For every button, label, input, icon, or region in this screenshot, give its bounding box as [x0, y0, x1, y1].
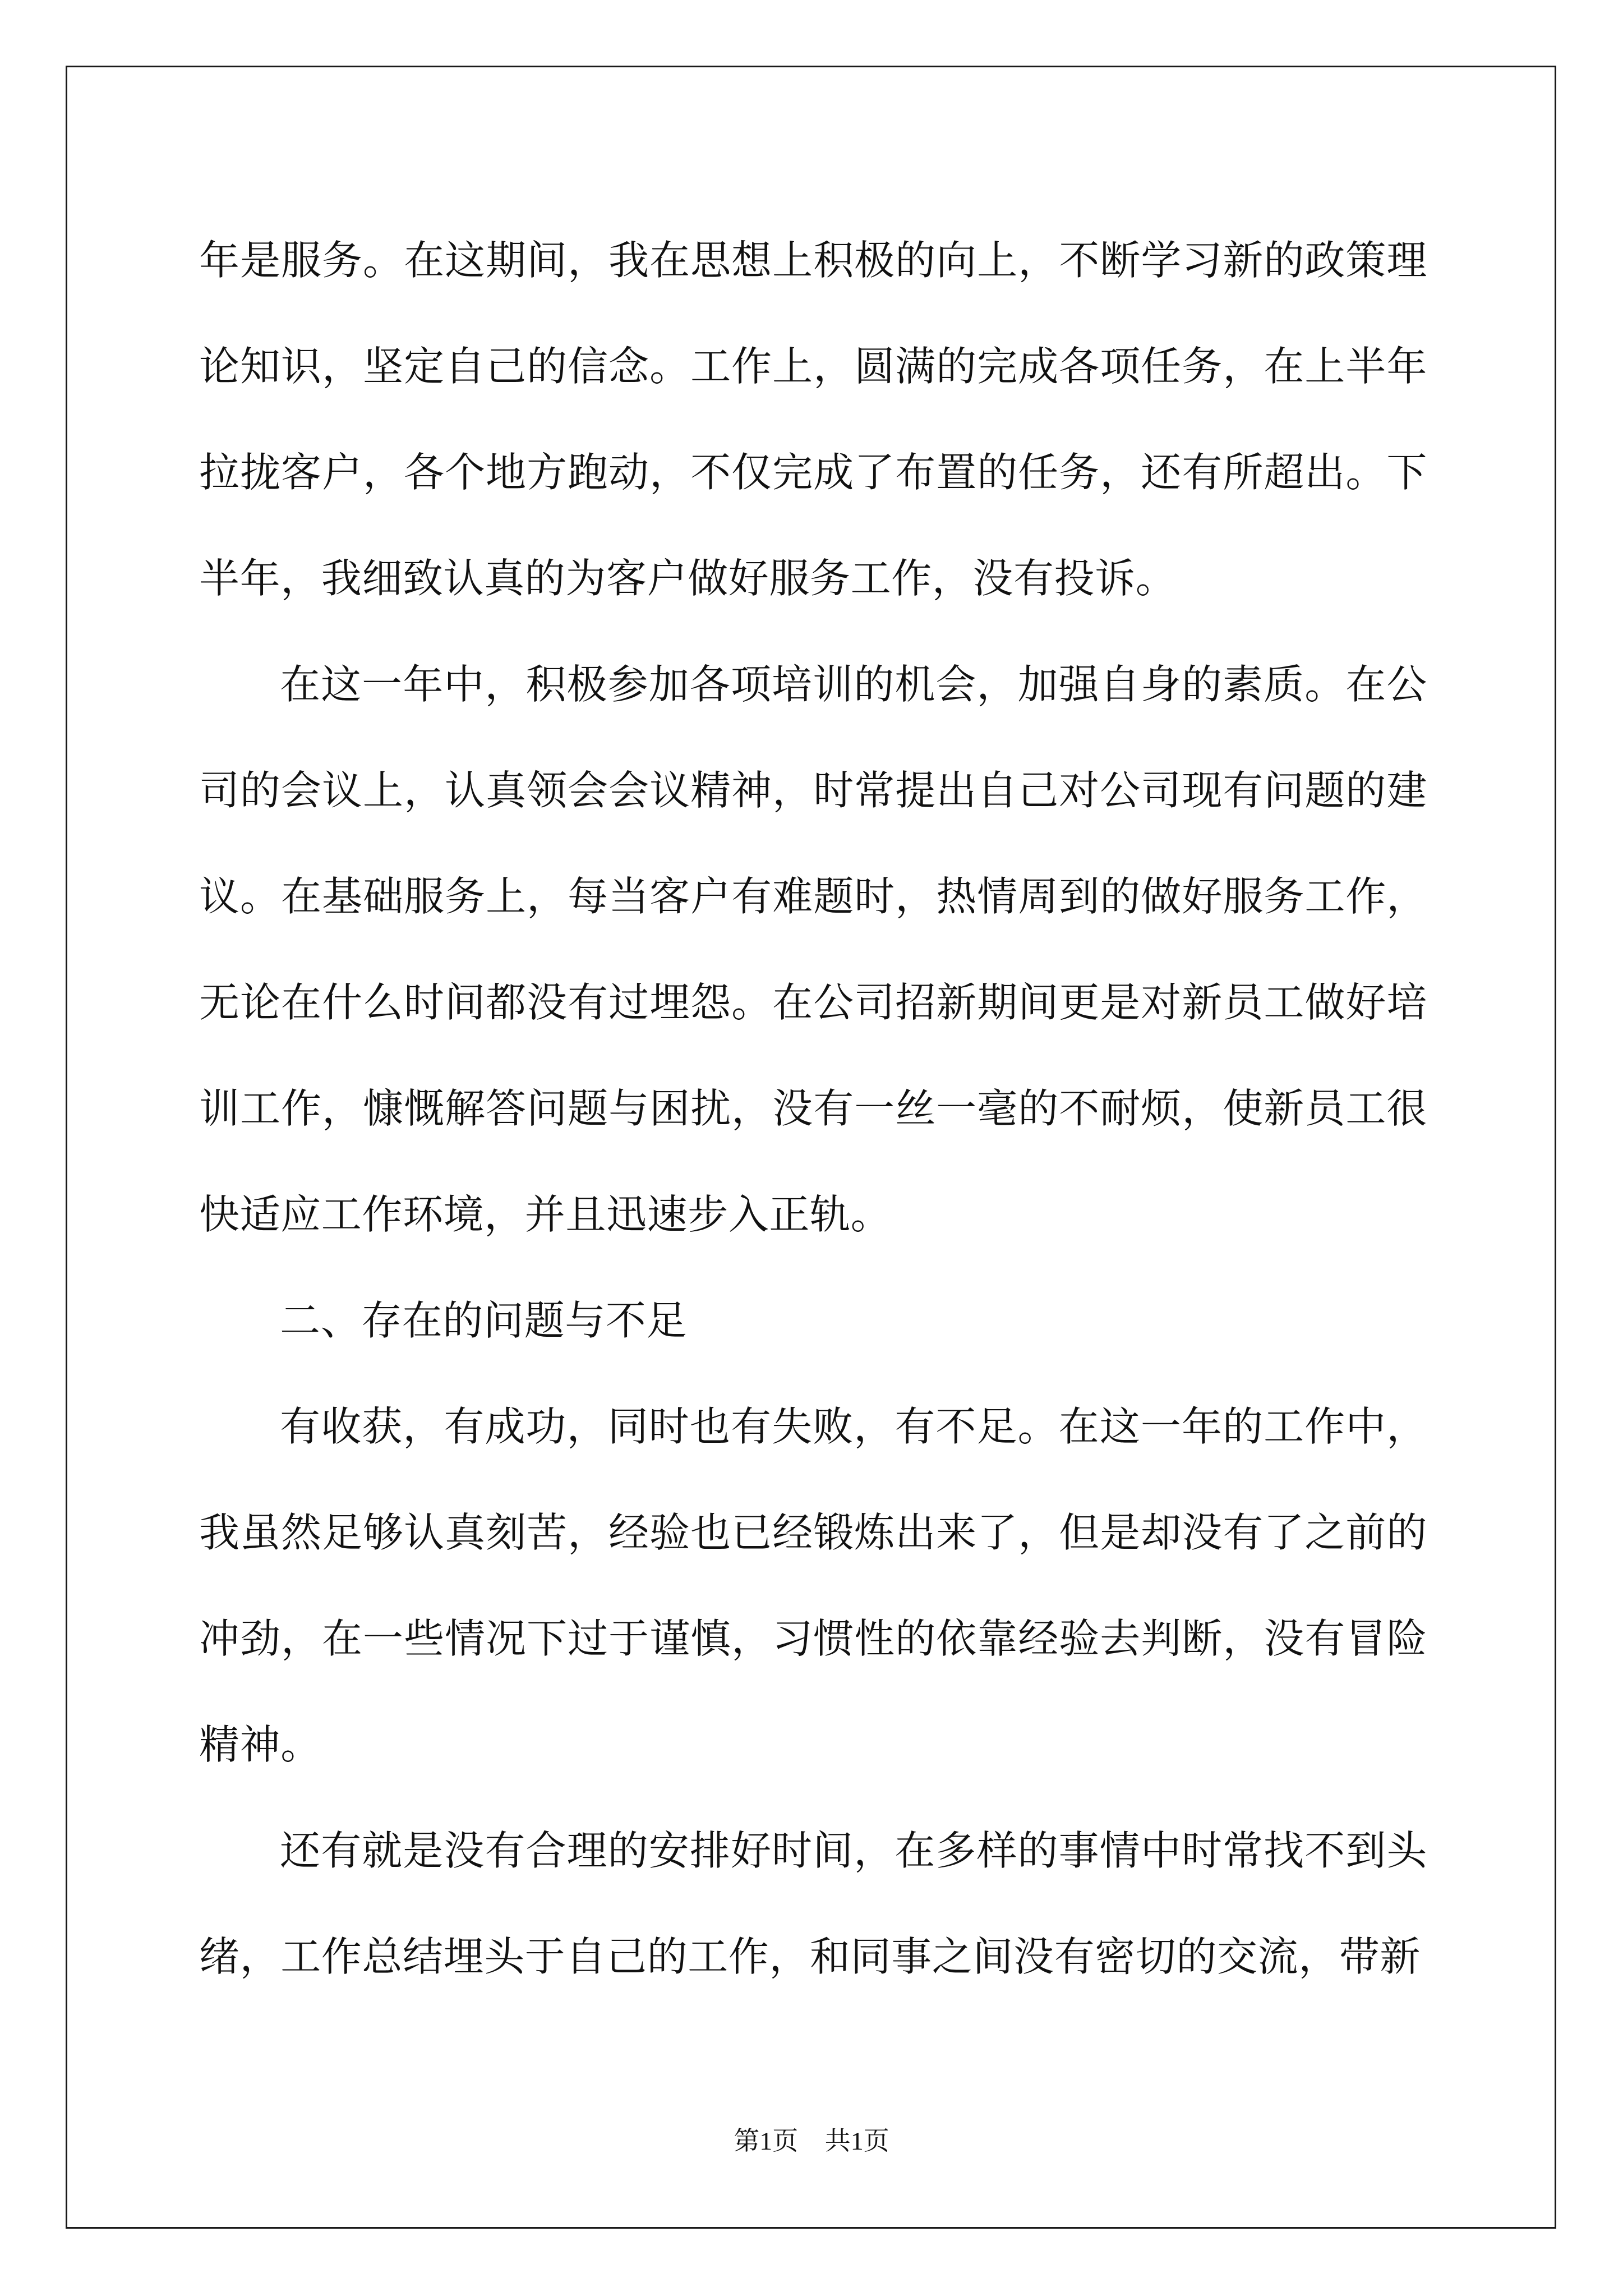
paragraph-3: 有收获，有成功，同时也有失败，有不足。在这一年的工作中，我虽然足够认真刻苦，经验也已经锻炼出来了，但是却没有了之前的冲劲，在一些情况下过于谨慎，习惯性的依靠经验去判断，没有冒险精神。: [199, 1403, 1427, 1768]
page-number-total: 共1页: [824, 2127, 889, 2155]
section-heading: 二、存在的问题与不足: [280, 1297, 688, 1344]
page-footer: [0, 2120, 1623, 2157]
paragraph-2: 在这一年中，积极参加各项培训的机会，加强自身的素质。在公司的会议上，认真领会会议精神，时常提出自己对公司现有问题的建议。在基础服务上，每当客户有难题时，热情周到的做好服务工作，无论在什么时间都没有过埋怨。在公司招新期间更是对新员工做好培训工作，慷慨解答问题与困扰，没有一丝一毫的不耐烦，使新员工很快适应工作环境，并且迅速步入正轨。: [199, 661, 1427, 1238]
document-body: [199, 208, 1427, 2010]
paragraph-4: 还有就是没有合理的安排好时间，在多样的事情中时常找不到头绪，工作总结埋头于自己的工作，和同事之间没有密切的交流，带新: [199, 1827, 1427, 1980]
paragraph-1: 年是服务。在这期间，我在思想上积极的向上，不断学习新的政策理论知识，坚定自己的信念。工作上，圆满的完成各项任务，在上半年拉拢客户，各个地方跑动，不仅完成了布置的任务，还有所超出。下半年，我细致认真的为客户做好服务工作，没有投诉。: [199, 237, 1427, 602]
page-number-current: 第1页: [734, 2127, 799, 2155]
